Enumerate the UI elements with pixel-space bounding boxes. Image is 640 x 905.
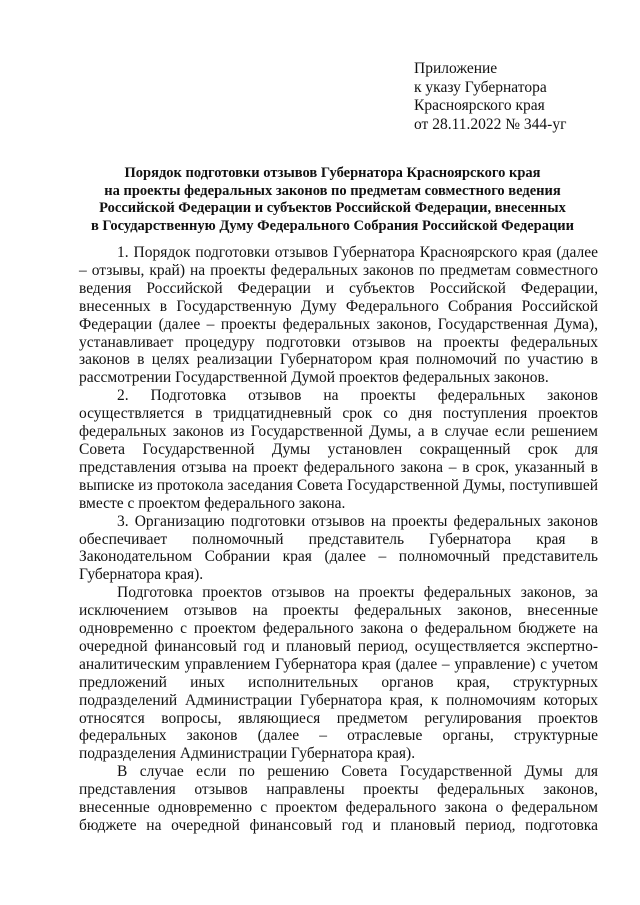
title-line: Российской Федерации и субъектов Российской Федерации, внесенных [99,200,566,216]
appendix-line: к указу Губернатора [414,78,547,96]
paragraph-1: 1. Порядок подготовки отзывов Губернатора Красноярского края (далее – отзывы, край) на проекты федеральных законов по предметам совместного ведения Российской Федерации и субъектов Российской Федерации, внесенных в Государственную Думу Федерального Собрания Российской Федерации (далее – проекты федеральных законов, Государственная Дума), устанавливает процедуру подготовки отзывов на проекты федеральных законов в целях реализации Губернатором края полномочий по участию в рассмотрении Государственной Думой проектов федеральных законов. [79,244,598,387]
appendix-line: Красноярского края [414,97,545,114]
appendix-block [414,60,566,134]
document-body [79,244,598,835]
appendix-line: Приложение [414,60,498,77]
appendix-line: от 28.11.2022 № 344-уг [414,115,567,133]
paragraph-3-first: 3. Организацию подготовки отзывов на проекты федеральных законов обеспечивает полномочный представитель Губернатора края [79,512,598,548]
document-title [60,165,605,235]
paragraph-3-rest: в Законодательном Собрании края (далее – полномочный представитель Губернатора края). [79,530,599,584]
title-line: в Государственную Думу Федерального Собрания Российской Федерации [90,217,575,234]
paragraph-2: 2. Подготовка отзывов на проекты федеральных законов осуществляется в тридцатидневный срок со дня поступления проектов федеральных законов из Государственной Думы, а в случае если решением Совета Государственной Думы установлен сокращенный срок для представления отзыва на проект федерального закона – в срок, указанный в выписке из протокола заседания Совета Государственной Думы, поступившей вместе с проектом федерального закона. [79,387,598,512]
paragraph-4: Подготовка проектов отзывов на проекты федеральных законов, за исключением отзывов на проекты федеральных законов, внесенные одновременно с проектом федерального закона о федеральном бюджете на очередной финансовый год и плановый период, осуществляется экспертно-аналитическим управлением Губернатора края (далее – управление) с учетом предложений иных исполнительных органов края, структурных подразделений Администрации Губернатора края, к полномочиям которых относятся вопросы, являющиеся предметом регулирования проектов федеральных законов (далее – отраслевые органы, структурные подразделения Администрации Губернатора края). [79,584,598,763]
paragraph-5: В случае если по решению Совета Государственной Думы для представления отзывов направлены проекты федеральных законов, внесенные одновременно с проектом федерального закона о федеральном бюджете на очередной финансовый год и плановый период, подготовка [79,763,598,834]
paragraph-3 [79,513,598,585]
title-line: Порядок подготовки отзывов Губернатора Красноярского края [124,165,541,181]
title-line: на проекты федеральных законов по предметам совместного ведения [104,182,561,199]
